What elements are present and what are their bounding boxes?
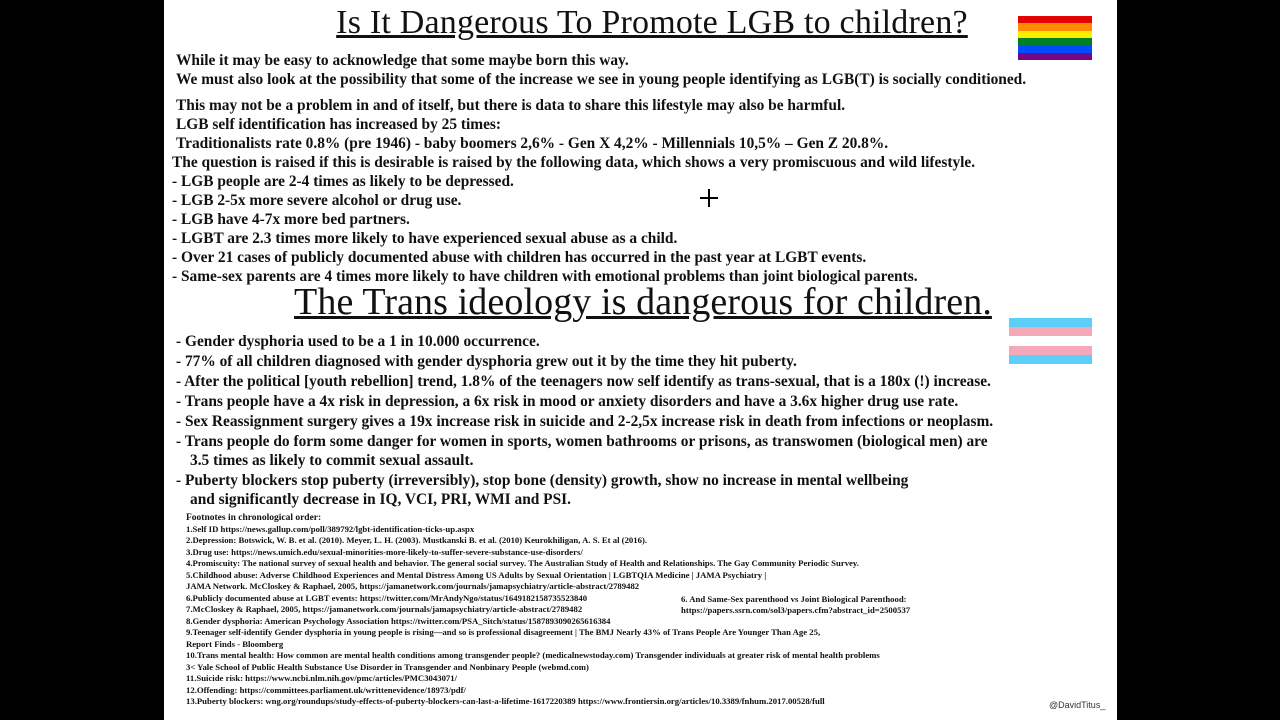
footnote-line: 13.Puberty blockers: wng.org/roundups/study-effects-of-puberty-blockers-can-last-a-lifetime-1617220389 https://www.frontiersin.org/articles/10.3389/fnhum.2017.00528/full [186,696,825,706]
footnotes-heading: Footnotes in chronological order: [186,513,322,523]
bullet-item: - Puberty blockers stop puberty (irreversibly), stop bone (density) growth, show no increase in mental wellbeing [176,472,909,489]
paragraph-line: The question is raised if this is desirable is raised by the following data, which shows a very promiscuous and wild lifestyle. [172,154,976,171]
footnote-side-line: 6. And Same-Sex parenthood vs Joint Biological Parenthood: [681,594,907,604]
bullet-item: - LGB have 4-7x more bed partners. [172,211,410,228]
intro-line: We must also look at the possibility that some of the increase we see in young people identifying as LGB(T) is socially conditioned. [176,71,1027,88]
footnote-line: 3< Yale School of Public Health Substance Use Disorder in Transgender and Nonbinary People (webmd.com) [186,662,589,672]
trans-flag-stripe [1009,346,1092,355]
intro-line: While it may be easy to acknowledge that some maybe born this way. [176,52,629,69]
rainbow-flag-stripe [1018,23,1092,30]
footnote-line: 11.Suicide risk: https://www.ncbi.nlm.nih.gov/pmc/articles/PMC3043071/ [186,673,458,683]
footnote-line: 1.Self ID https://news.gallup.com/poll/389792/lgbt-identification-ticks-up.aspx [186,524,475,534]
paragraph-line: LGB self identification has increased by 25 times: [176,116,502,133]
footnote-line: 9.Teenager self-identify Gender dysphoria in young people is rising—and so is professional disagreement | The BMJ Nearly 43% of Trans People Are Younger Than Age 25, [186,627,821,637]
footnote-line: 3.Drug use: https://news.umich.edu/sexual-minorities-more-likely-to-suffer-severe-substance-use-disorders/ [186,547,583,557]
footnote-line: 5.Childhood abuse: Adverse Childhood Experiences and Mental Distress Among US Adults by Sexual Orientation | LGBTQIA Medicine | JAMA Psychiatry | [186,570,767,580]
footnote-line: 12.Offending: https://committees.parliament.uk/writtenevidence/18973/pdf/ [186,685,466,695]
slide-title-lgb: Is It Dangerous To Promote LGB to children? [336,4,968,41]
bullet-item: - Trans people do form some danger for women in sports, women bathrooms or prisons, as transwomen (biological men) are [176,433,988,450]
bullet-item: - Trans people have a 4x risk in depression, a 6x risk in mood or anxiety disorders and have a 3.6x higher drug use rate. [176,393,959,410]
author-handle: @DavidTitus_ [1049,700,1106,710]
footnote-line: 7.McCloskey & Raphael, 2005, https://jamanetwork.com/journals/jamapsychiatry/article-abstract/2789482 [186,604,583,614]
trans-flag-icon [1009,318,1092,364]
paragraph-line: Traditionalists rate 0.8% (pre 1946) - baby boomers 2,6% - Gen X 4,2% - Millennials 10,5% – Gen Z 20.8%. [176,135,889,152]
paragraph-line: This may not be a problem in and of itself, but there is data to share this lifestyle may also be harmful. [176,97,846,114]
trans-flag-stripe [1009,318,1092,327]
bullet-item: - Sex Reassignment surgery gives a 19x increase risk in suicide and 2-2,5x increase risk in death from infections or neoplasm. [176,413,994,430]
footnote-line: 4.Promiscuity: The national survey of sexual health and behavior. The general social survey. The Australian Study of Health and Relationships. The Gay Community Periodic Survey. [186,558,859,568]
bullet-item: - After the political [youth rebellion] trend, 1.8% of the teenagers now self identify as trans-sexual, that is a 180x (!) increase. [176,373,991,390]
bullet-item: - Same-sex parents are 4 times more likely to have children with emotional problems than joint biological parents. [172,268,918,285]
footnote-line: 2.Depression: Botswick, W. B. et al. (2010). Meyer, L. H. (2003). Mustkanski B. et al. (2010) Keurokhiligan, A. S. Et al (2016). [186,535,648,545]
rainbow-flag-stripe [1018,45,1092,52]
bullet-item: - Gender dysphoria used to be a 1 in 10.000 occurrence. [176,333,540,350]
footnote-line: 6.Publicly documented abuse at LGBT events: https://twitter.com/MrAndyNgo/status/1649182158735523840 [186,593,588,603]
crosshair-cursor-icon [700,189,718,207]
slide-title-trans: The Trans ideology is dangerous for children. [294,281,992,323]
bullet-item: - LGBT are 2.3 times more likely to have experienced sexual abuse as a child. [172,230,678,247]
rainbow-flag-icon [1018,16,1092,60]
slide [164,0,1117,720]
trans-flag-stripe [1009,355,1092,364]
rainbow-flag-stripe [1018,38,1092,45]
trans-flag-stripe [1009,327,1092,336]
rainbow-flag-stripe [1018,53,1092,60]
footnote-side-line: https://papers.ssrn.com/sol3/papers.cfm?abstract_id=2500537 [681,605,911,615]
trans-flag-stripe [1009,336,1092,345]
bullet-continuation: 3.5 times as likely to commit sexual assault. [190,452,474,469]
footnote-line: 8.Gender dysphoria: American Psychology Association https://twitter.com/PSA_Sitch/status/1587893090265616384 [186,616,611,626]
footnote-line: 10.Trans mental health: How common are mental health conditions among transgender people? (medicalnewstoday.com) Transgender individuals at greater risk of mental health problems [186,650,880,660]
rainbow-flag-stripe [1018,16,1092,23]
bullet-item: - Over 21 cases of publicly documented abuse with children has occurred in the past year at LGBT events. [172,249,867,266]
rainbow-flag-stripe [1018,31,1092,38]
bullet-item: - LGB people are 2-4 times as likely to be depressed. [172,173,514,190]
bullet-item: - 77% of all children diagnosed with gender dysphoria grew out it by the time they hit puberty. [176,353,797,370]
bullet-item: - LGB 2-5x more severe alcohol or drug use. [172,192,462,209]
footnote-line: JAMA Network. McCloskey & Raphael, 2005, https://jamanetwork.com/journals/jamapsychiatry/article-abstract/2789482 [186,581,640,591]
bullet-continuation: and significantly decrease in IQ, VCI, PRI, WMI and PSI. [190,491,571,508]
footnote-line: Report Finds - Bloomberg [186,639,284,649]
